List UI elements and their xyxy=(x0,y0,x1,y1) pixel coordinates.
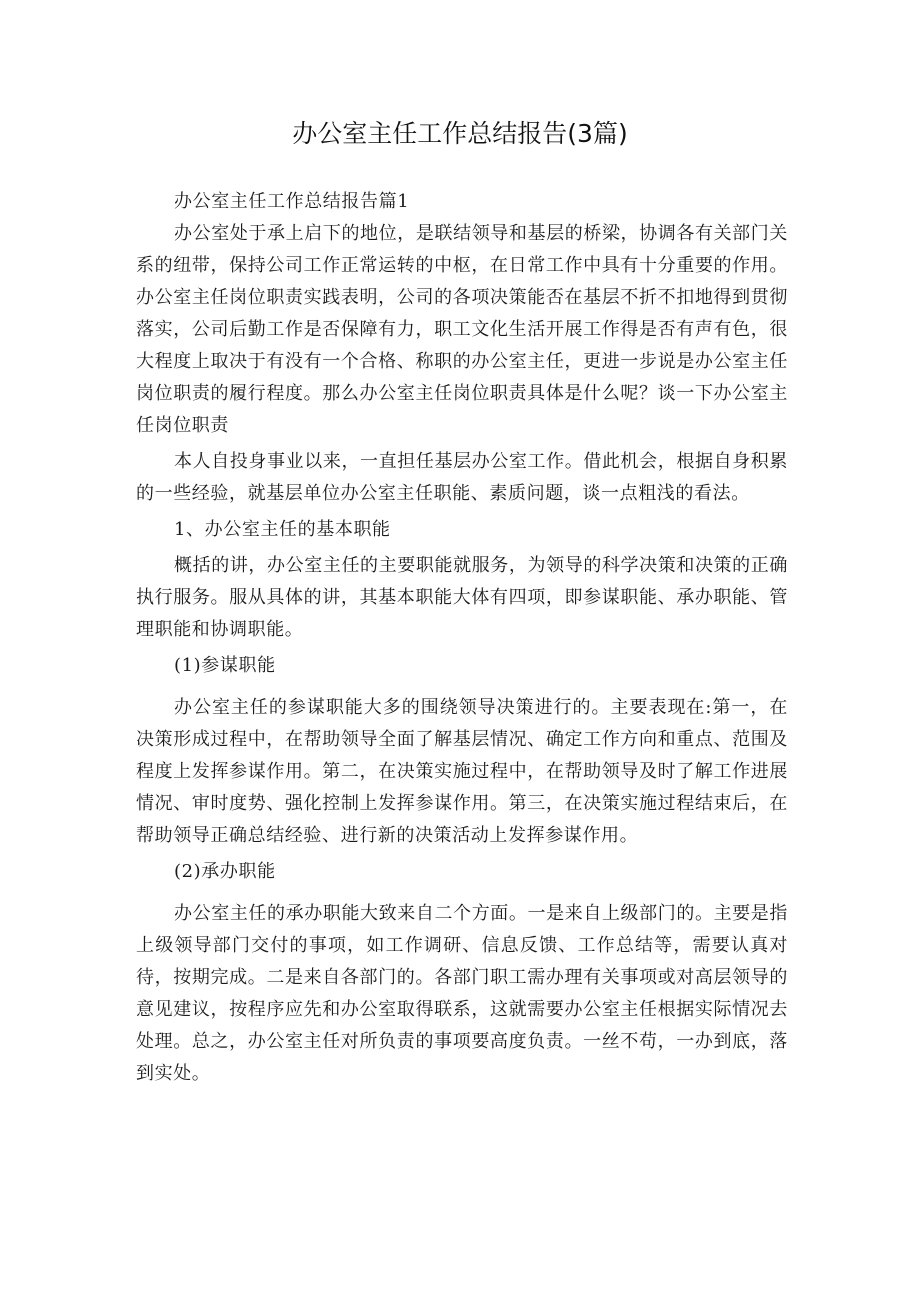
section-title: 办公室主任工作总结报告篇1 xyxy=(174,191,410,212)
section-heading: (1)参谋职能 xyxy=(174,655,276,676)
section-heading: 1、办公室主任的基本职能 xyxy=(174,519,391,540)
paragraph: 概括的讲，办公室主任的主要职能就服务，为领导的科学决策和决策的正确执行服务。服从具体的讲，其基本职能大体有四项，即参谋职能、承办职能、管理职能和协调职能。 xyxy=(136,555,788,640)
document-body xyxy=(136,186,788,1090)
section-heading: (2)承办职能 xyxy=(174,861,276,882)
paragraph: 本人自投身事业以来，一直担任基层办公室工作。借此机会，根据自身积累的一些经验，就基层单位办公室主任职能、素质问题，谈一点粗浅的看法。 xyxy=(136,451,788,504)
paragraph: 办公室主任的参谋职能大多的围绕领导决策进行的。主要表现在:第一，在决策形成过程中，在帮助领导全面了解基层情况、确定工作方向和重点、范围及程度上发挥参谋作用。第二，在决策实施过程中，在帮助领导及时了解工作进展情况、审时度势、强化控制上发挥参谋作用。第三，在决策实施过程结束后，在帮助领导正确总结经验、进行新的决策活动上发挥参谋作用。 xyxy=(136,697,788,846)
paragraph: 办公室处于承上启下的地位，是联结领导和基层的桥梁，协调各有关部门关系的纽带，保持公司工作正常运转的中枢，在日常工作中具有十分重要的作用。办公室主任岗位职责实践表明，公司的各项决策能否在基层不折不扣地得到贯彻落实，公司后勤工作是否保障有力，职工文化生活开展工作得是否有声有色，很大程度上取决于有没有一个合格、称职的办公室主任，更进一步说是办公室主任岗位职责的履行程度。那么办公室主任岗位职责具体是什么呢？谈一下办公室主任岗位职责 xyxy=(136,223,788,436)
document-title: 办公室主任工作总结报告(3篇) xyxy=(292,119,628,148)
paragraph: 办公室主任的承办职能大致来自二个方面。一是来自上级部门的。主要是指上级领导部门交付的事项，如工作调研、信息反馈、工作总结等，需要认真对待，按期完成。二是来自各部门的。各部门职工需办理有关事项或对高层领导的意见建议，按程序应先和办公室取得联系，这就需要办公室主任根据实际情况去处理。总之，办公室主任对所负责的事项要高度负责。一丝不苟，一办到底，落到实处。 xyxy=(136,903,788,1084)
